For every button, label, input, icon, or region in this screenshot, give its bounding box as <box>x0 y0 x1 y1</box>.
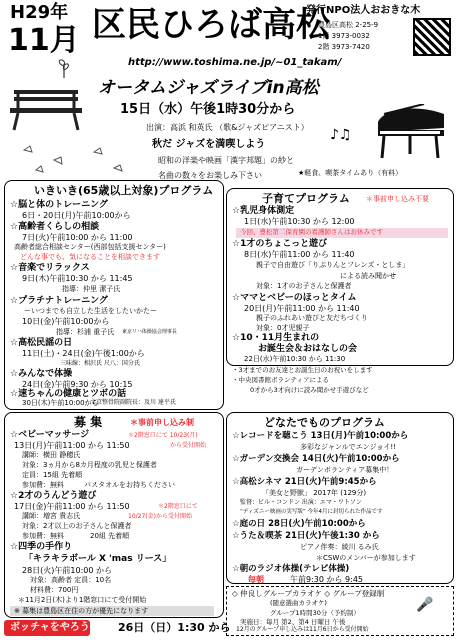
list-item: ＊CSWのメンバーが参加します <box>316 554 416 562</box>
list-item: ☆うた＆喫茶 21日(火)午後1:30 から <box>232 531 380 541</box>
bosyu-required-note: ＊事前申し込み制 <box>130 418 194 427</box>
list-item: 対象：2才以上のお子さんと保護者 <box>22 522 132 530</box>
list-item: 11日(土)・24日(金)午後1:00から <box>22 349 145 358</box>
address-line-2: 1階 3973-0032 <box>318 32 370 40</box>
list-item: 参加費：無料 <box>22 481 64 489</box>
ikiiki-title: いきいき(65歳以上対象)プログラム <box>34 184 214 197</box>
list-item: 多彩なジャンルでエンジョイ!! <box>300 443 396 451</box>
event-performer: 出演：高浜 和英氏 （歌&ジャズピアニスト） <box>146 123 309 132</box>
list-item: 30日(木)午前10:00から <box>22 399 99 407</box>
event-desc-2: 名曲の数々をお楽しみ下さい <box>158 171 262 180</box>
list-item: ☆1才のちょこっと遊び <box>232 239 328 249</box>
list-item: 10/27(金)から受付開始 <box>128 513 192 520</box>
microphone-icon: 🎤 <box>416 597 434 613</box>
bocchya-label: ボッチャをやろう <box>10 622 90 633</box>
list-item: (随意選曲カラオケ) <box>270 599 327 607</box>
list-item: 対象：1才のお子さんと保護者 <box>256 282 352 290</box>
list-item: 指導：仲里 潔子氏 <box>62 285 121 293</box>
list-item: ☆速ちゃんの健康とツボの話 <box>10 389 127 399</box>
list-item: による読み聞かせ <box>340 272 396 280</box>
list-item: ☆プラチナトレーニング <box>10 296 108 306</box>
leaves-icon <box>14 140 134 180</box>
list-item: 実施日：毎月 第2、第4 日曜日 午後 <box>240 618 346 626</box>
list-item: グループ1時間30分（予約制） <box>270 609 360 617</box>
list-item: ＊2階窓口にて <box>158 503 198 510</box>
list-item: 7日(火)午前10:00 から 11:00 <box>22 233 133 242</box>
plant-icon <box>56 58 72 78</box>
list-item: 28日(火)午前10:00 から <box>22 566 113 575</box>
list-item: 材料費：700円 <box>30 586 79 594</box>
publisher: 発行NPO法人おおきな木 <box>306 5 421 16</box>
list-item: ピアノ伴奏：綾川 るみ氏 <box>300 543 379 551</box>
list-item: 20日(月)午前11:00 から 11:40 <box>244 304 360 313</box>
list-item: ☆ママとベビーのほっとタイム <box>232 293 357 303</box>
list-item: 対象：0才児親子 <box>256 324 310 332</box>
list-item: バスタオルをお持ちください <box>84 481 175 489</box>
website-link[interactable]: http://www.toshima.ne.jp/~01_takam/ <box>128 57 342 68</box>
list-item: 12月のグループ申し込みは11月6日から受付開始 <box>236 626 369 633</box>
list-item: 20組 先着順 <box>90 532 130 540</box>
list-item: ☆みんなで体操 <box>10 369 73 379</box>
list-item: ＊2階窓口にて 10/23(月) <box>128 432 198 439</box>
list-item: ☆10・11月生まれの <box>232 333 320 343</box>
list-item: ☆高松シネマ 21日(火)午前9:45から <box>232 477 377 487</box>
list-item: 文京整骨院副院長：及川 達平氏 <box>90 399 176 406</box>
event-date: 15日（水）午後1時30分から <box>120 102 296 117</box>
list-item: 親子で自由遊び「りぷりんとフレンズ・としま」 <box>256 261 410 269</box>
list-item: 講師：増宮 貴志氏 <box>22 512 81 520</box>
list-item: ☆音楽でリラックス <box>10 263 90 273</box>
list-item: ☆脳と体のトレーニング <box>10 200 108 210</box>
list-item: ☆朝のラジオ体操(テレビ体操) <box>232 564 350 574</box>
list-item: 9日(木)午前10:30 から 11:45 <box>22 274 133 283</box>
list-item: 指導：杉浦 重子氏 <box>56 328 115 336</box>
list-item: 東京リハ体操協会理事長 <box>122 329 177 335</box>
address-line-1: 豊島区高松 2-25-9 <box>318 21 379 29</box>
event-desc-1: 昭和の洋楽や映画「漢字邦題」の紗と <box>158 156 294 165</box>
list-item: から受付開始 <box>170 442 207 449</box>
list-item: ☆ガーデン交換会 14日(火)午前10:00から <box>232 454 400 464</box>
list-item: ☆四季の手作り <box>10 542 73 552</box>
list-item: ＊11月2日(木)より1階窓口にて受付開始 <box>18 596 147 604</box>
list-item: どんな事でも、気になることを相談できます <box>20 253 160 261</box>
list-item: 監督：ビル・コンドン 出演：エマ・ワトソン <box>240 499 362 506</box>
list-item: ☆庭の日 28日(火)午前10:00から <box>232 519 366 529</box>
karaoke-title: ◇ 仲良しグループカラオケ ◇ グループ登録制 <box>232 589 385 598</box>
address-line-3: 2階 3973-7420 <box>318 43 370 51</box>
kosodate-required-note: ＊事前申し込み不要 <box>366 195 429 203</box>
music-note-icon: ♪♫ <box>330 127 352 143</box>
event-note: ★軽食、喫茶タイムあり（有料） <box>298 169 403 177</box>
bosyu-footer-note: ※ 募集は豊島区在住の方が優先になります <box>14 607 149 615</box>
list-item: 親子のふれあい遊びと友だちづくり <box>256 314 368 322</box>
list-item: ガーデンボランティア募集中！ <box>296 466 394 474</box>
bench-icon <box>8 84 96 134</box>
list-item: 13日(月)午前11:00 から 11:50 <box>14 441 130 450</box>
list-item: 講師：横田 静穂氏 <box>22 451 81 459</box>
list-item: 高齢者総合相談センター(西部包括支援センター) <box>14 243 166 251</box>
event-title: オータムジャズライブin高松 <box>98 78 319 98</box>
list-item: ☆2才のうんどう遊び <box>10 491 97 501</box>
list-item: 22日(水)午前10:30 から 11:30 <box>244 355 346 363</box>
list-item: 対象：3ヵ月から8カ月程度の乳児と保護者 <box>22 461 157 469</box>
month: 11月 <box>8 23 80 58</box>
list-item: 24日(金)午前9:30 から 10:15 <box>22 380 133 389</box>
list-item: 10日(金)午前10:00から <box>22 317 110 326</box>
list-item: 17日(金)午前11:00 から 11:50 <box>14 502 130 511</box>
list-item: 対象：高齢者 定員：10名 <box>30 576 112 584</box>
list-item: お誕生会＆おはなしの会 <box>258 344 358 354</box>
list-item: 毎朝 <box>248 575 264 584</box>
list-item: ☆レコードを聴こう 13日(月)午前10:00から <box>232 431 409 441</box>
list-item: ☆高松民謡の日 <box>10 338 73 348</box>
list-item: 三味線：相沢氏 尺八：国分氏 <box>60 360 140 367</box>
list-item: 「キラキラボール X 'mas リース」 <box>24 554 172 564</box>
list-item: 6日・20日(月)午前10:00から <box>22 211 131 220</box>
list-item: 午前9:30 から 9:45 <box>290 575 364 584</box>
list-item: ーいつまでも自立した生活をしたいかたー <box>24 307 157 315</box>
era-year: H29年 <box>10 2 69 23</box>
page-title: 区民ひろば高松 <box>92 5 330 45</box>
kosodate-title: 子育てプログラム <box>262 192 350 205</box>
list-item: ・中央図書館ボランティアによる <box>232 376 329 384</box>
list-item: ・3才までのお友達とお誕生日のお祝いをします <box>232 366 373 374</box>
list-item: “ディズニー映画の実写版” 今年4月に封切られた作品です <box>240 509 383 515</box>
list-item: ☆高齢者くらしの相談 <box>10 222 100 232</box>
list-item: 参加費：無料 <box>22 532 64 540</box>
list-item: 8日(水)午前11:00 から 11:40 <box>244 250 355 259</box>
list-item: 0才から3才向けに読み聞かせ手遊びなど <box>250 386 369 394</box>
list-item: 今回、豊松第二保育園の看護師さんはお休みです <box>240 228 383 236</box>
piano-icon <box>374 104 450 162</box>
list-item: ☆乳児身体測定 <box>232 206 295 216</box>
list-item: 「美女と野獣」 2017年 (129分) <box>262 489 367 497</box>
list-item: ☆ベビーマッサージ <box>10 430 90 440</box>
donata-title: どなたでものプログラム <box>264 416 385 429</box>
event-subtitle: 秋だ ジャズを満喫しよう <box>152 139 266 150</box>
list-item: 1日(水)午前10:30 から 12:00 <box>244 217 355 226</box>
bocchya-date: 26日（日）1:30 から <box>118 621 231 634</box>
bosyu-title: 募 集 <box>74 415 103 429</box>
list-item: 定員：15組 先着順 <box>22 471 83 479</box>
qr-code-icon <box>413 18 451 56</box>
